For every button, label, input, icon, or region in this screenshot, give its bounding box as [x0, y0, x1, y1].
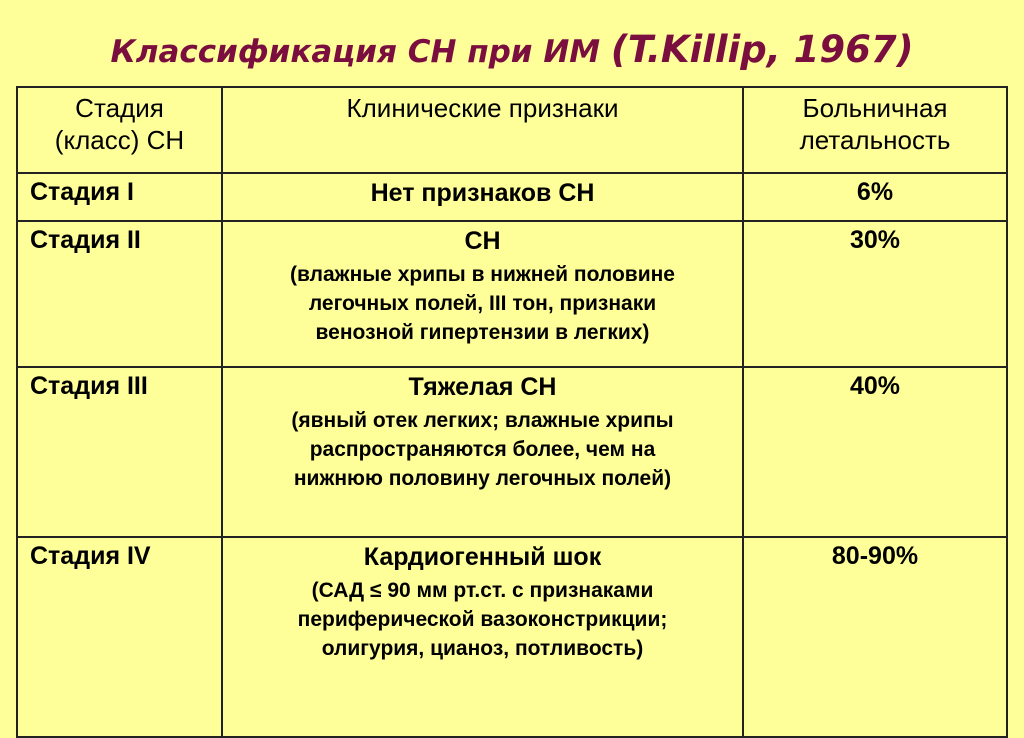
- title-reference: (T.Killip, 1967): [610, 28, 914, 71]
- killip-classification-table: [16, 86, 1008, 738]
- header-features: [222, 87, 743, 173]
- title-main: Классификация СН при ИМ: [110, 34, 611, 70]
- header-mortality-line1: Больничная: [802, 93, 948, 123]
- stage-cell: Стадия II: [17, 221, 222, 367]
- stage-cell: Стадия IV: [17, 537, 222, 737]
- description-line: олигурия, цианоз, потливость): [321, 637, 644, 660]
- sign-title: СН: [464, 227, 501, 255]
- mortality-cell: 6%: [743, 173, 1007, 221]
- mortality-cell: 30%: [743, 221, 1007, 367]
- table-row: [17, 173, 1007, 221]
- header-stage-line2: (класс) СН: [54, 125, 185, 155]
- features-cell: [222, 367, 743, 537]
- table-row: [17, 221, 1007, 367]
- sign-title: Тяжелая СН: [408, 373, 557, 401]
- features-cell: [222, 221, 743, 367]
- features-cell: [222, 537, 743, 737]
- table-row: [17, 367, 1007, 537]
- sign-description: [231, 406, 734, 493]
- description-line: (явный отек легких; влажные хрипы: [291, 409, 674, 432]
- stage-cell: Стадия III: [17, 367, 222, 537]
- sign-title: Нет признаков СН: [370, 179, 595, 207]
- slide-title: [0, 30, 1024, 77]
- description-line: нижнюю половину легочных полей): [293, 467, 672, 490]
- stage-cell: Стадия I: [17, 173, 222, 221]
- mortality-cell: 80-90%: [743, 537, 1007, 737]
- header-mortality: [743, 87, 1007, 173]
- features-cell: [222, 173, 743, 221]
- description-line: (влажные хрипы в нижней половине: [290, 263, 675, 286]
- description-line: легочных полей, III тон, признаки: [308, 292, 657, 315]
- table-row: [17, 537, 1007, 737]
- mortality-cell: 40%: [743, 367, 1007, 537]
- header-stage-line1: Стадия: [75, 93, 164, 123]
- header-features-label: Клинические признаки: [346, 93, 619, 123]
- sign-description: [231, 260, 734, 347]
- sign-title: Кардиогенный шок: [363, 543, 602, 571]
- header-stage: [17, 87, 222, 173]
- description-line: распространяются более, чем на: [309, 438, 656, 461]
- description-line: (САД ≤ 90 мм рт.ст. с признаками: [311, 579, 654, 602]
- description-line: венозной гипертензии в легких): [315, 321, 650, 344]
- table-header-row: [17, 87, 1007, 173]
- header-mortality-line2: летальность: [799, 125, 951, 155]
- description-line: периферической вазоконстрикции;: [297, 608, 668, 631]
- sign-description: [231, 576, 734, 663]
